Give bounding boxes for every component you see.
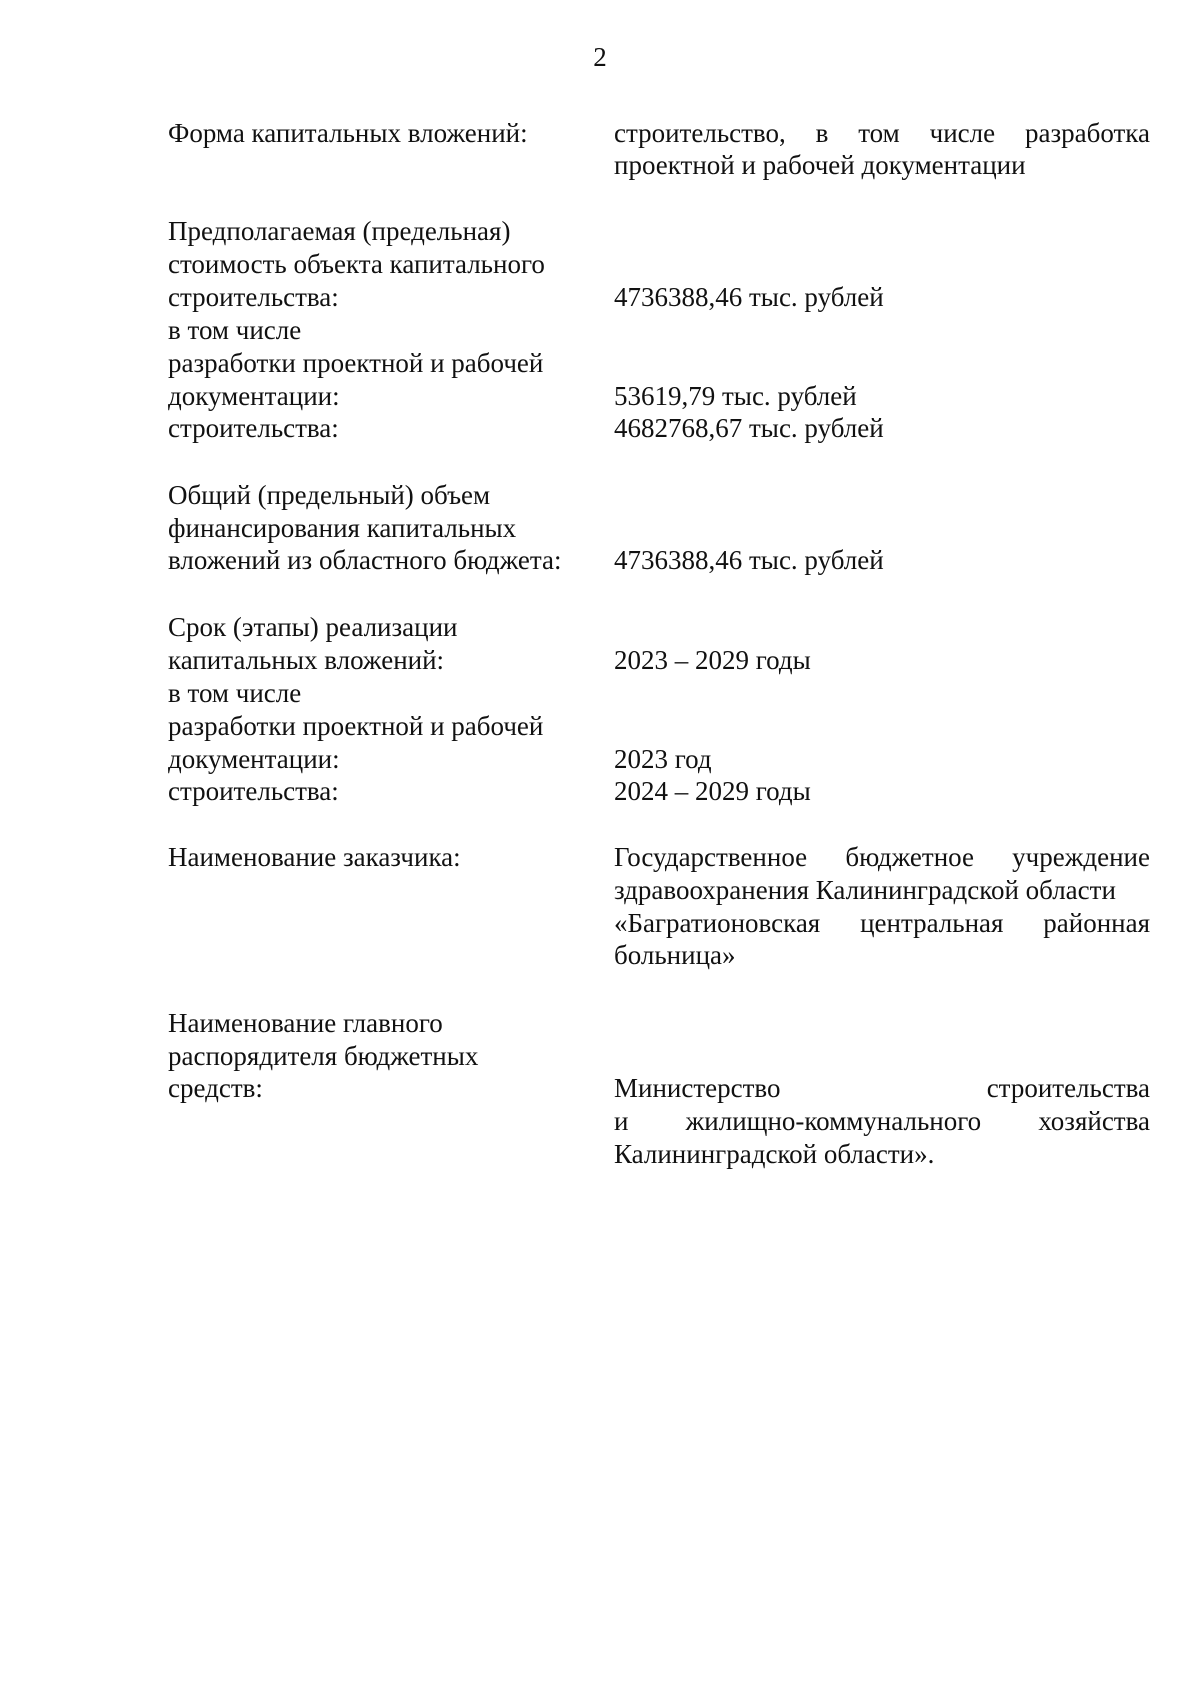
funding-label-line-3: вложений из областного бюджета:	[168, 545, 562, 575]
cost-total-value: 4736388,46 тыс. рублей	[614, 282, 884, 312]
manager-value-word: хозяйства	[1038, 1106, 1150, 1136]
customer-value-line-3	[614, 906, 1150, 940]
term-design-label-line-2: документации:	[168, 744, 340, 774]
form-value-line-1	[614, 116, 1150, 150]
manager-label-line-3: средств:	[168, 1073, 263, 1103]
term-construction-value: 2024 – 2029 годы	[614, 776, 811, 806]
customer-label: Наименование заказчика:	[168, 842, 461, 872]
term-construction-label: строительства:	[168, 776, 339, 806]
term-label-line-1: Срок (этапы) реализации	[168, 612, 458, 642]
customer-value-word: Государственное	[614, 842, 808, 872]
cost-construction-label: строительства:	[168, 413, 339, 443]
manager-label-line-2: распорядителя бюджетных	[168, 1041, 479, 1071]
customer-value-word: центральная	[860, 908, 1004, 938]
customer-value-line-2: здравоохранения Калининградской области	[614, 875, 1116, 905]
customer-value-word: районная	[1043, 908, 1150, 938]
manager-value-line-3: Калининградской области».	[614, 1139, 935, 1169]
cost-design-value: 53619,79 тыс. рублей	[614, 381, 857, 411]
cost-label-line-3: строительства:	[168, 282, 339, 312]
form-value-word: в	[815, 118, 829, 148]
cost-label-line-1: Предполагаемая (предельная)	[168, 216, 511, 246]
manager-value-word: Министерство	[614, 1073, 781, 1103]
manager-value-word: и	[614, 1106, 629, 1136]
customer-value-word: «Багратионовская	[614, 908, 821, 938]
cost-design-label-line-1: разработки проектной и рабочей	[168, 348, 544, 378]
cost-label-line-2: стоимость объекта капитального	[168, 249, 545, 279]
term-label-line-2: капитальных вложений:	[168, 645, 445, 675]
form-value-word: строительство,	[614, 118, 786, 148]
form-value-word: том	[858, 118, 900, 148]
form-label: Форма капитальных вложений:	[168, 118, 528, 148]
funding-label-line-2: финансирования капитальных	[168, 513, 517, 543]
term-design-label-line-1: разработки проектной и рабочей	[168, 711, 544, 741]
cost-construction-value: 4682768,67 тыс. рублей	[614, 413, 884, 443]
customer-value-word: бюджетное	[845, 842, 974, 872]
manager-value-word: жилищно-коммунального	[685, 1106, 982, 1136]
page-number: 2	[593, 42, 607, 72]
customer-value-word: учреждение	[1012, 842, 1150, 872]
manager-value-line-2	[614, 1104, 1150, 1138]
customer-value-line-1	[614, 840, 1150, 874]
manager-label-line-1: Наименование главного	[168, 1008, 443, 1038]
term-design-value: 2023 год	[614, 744, 712, 774]
funding-value: 4736388,46 тыс. рублей	[614, 545, 884, 575]
manager-value-word: строительства	[986, 1073, 1150, 1103]
manager-value-line-1	[614, 1071, 1150, 1105]
cost-including-label: в том числе	[168, 315, 302, 345]
cost-design-label-line-2: документации:	[168, 381, 340, 411]
form-value-word: разработка	[1024, 118, 1150, 148]
form-value-line-2: проектной и рабочей документации	[614, 150, 1026, 180]
funding-label-line-1: Общий (предельный) объем	[168, 480, 491, 510]
customer-value-line-4: больница»	[614, 940, 736, 970]
term-including-label: в том числе	[168, 678, 302, 708]
form-value-word: числе	[929, 118, 996, 148]
term-total-value: 2023 – 2029 годы	[614, 645, 811, 675]
